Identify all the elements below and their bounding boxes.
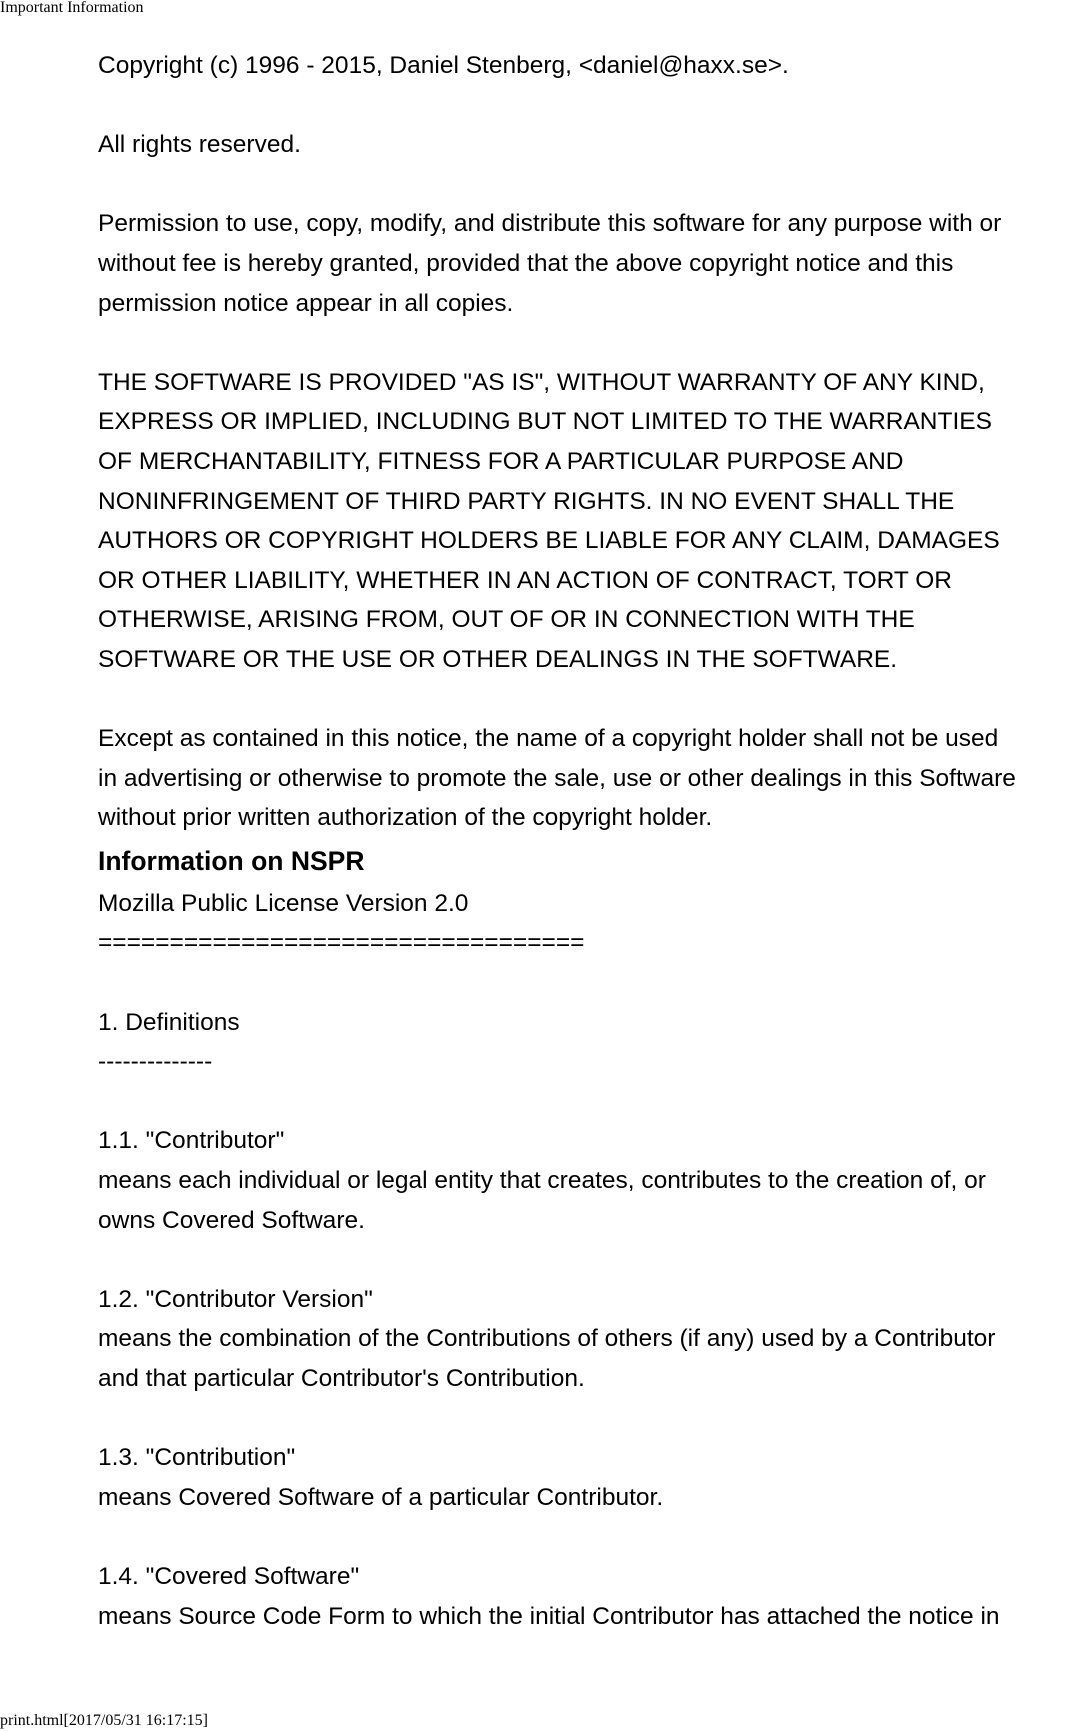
section-heading-nspr: Information on NSPR bbox=[98, 845, 365, 876]
print-header: Important Information bbox=[0, 0, 144, 16]
blank-line bbox=[98, 680, 1084, 720]
definitions-title: 1. Definitions bbox=[98, 1008, 240, 1036]
except-notice-line: without prior written authorization of the copyright holder. bbox=[98, 804, 713, 832]
definitions-title-underline: -------------- bbox=[98, 1048, 213, 1076]
print-footer: print.html[2017/05/31 16:17:15] bbox=[0, 1712, 208, 1729]
definition-text: means the combination of the Contributions of others (if any) used by a Contributor bbox=[98, 1325, 996, 1353]
blank-line bbox=[98, 1399, 1084, 1439]
disclaimer-line: SOFTWARE OR THE USE OR OTHER DEALINGS IN THE SOFTWARE. bbox=[98, 645, 898, 673]
definition-text: and that particular Contributor's Contribution. bbox=[98, 1365, 585, 1392]
license-title-underline: ================================== bbox=[98, 929, 585, 957]
definition-text: owns Covered Software. bbox=[98, 1206, 365, 1234]
definition-text: means Source Code Form to which the initial Contributor has attached the notice in bbox=[98, 1602, 1000, 1630]
definition-term: 1.2. "Contributor Version" bbox=[98, 1285, 373, 1313]
permission-line: Permission to use, copy, modify, and distribute this software for any purpose with or bbox=[98, 210, 1002, 238]
definition-text: means Covered Software of a particular Contributor. bbox=[98, 1483, 664, 1511]
disclaimer-line: THE SOFTWARE IS PROVIDED "AS IS", WITHOUT WARRANTY OF ANY KIND, bbox=[98, 368, 985, 396]
blank-line bbox=[98, 165, 1084, 205]
blank-line bbox=[98, 86, 1084, 126]
except-notice-line: in advertising or otherwise to promote the sale, use or other dealings in this Software bbox=[98, 764, 1016, 792]
blank-line bbox=[98, 1517, 1084, 1557]
license-title: Mozilla Public License Version 2.0 bbox=[98, 889, 469, 917]
disclaimer-line: OTHERWISE, ARISING FROM, OUT OF OR IN CONNECTION WITH THE bbox=[98, 606, 915, 634]
definition-text: means each individual or legal entity that creates, contributes to the creation of, or bbox=[98, 1167, 986, 1195]
rights-line: All rights reserved. bbox=[98, 131, 301, 159]
blank-line bbox=[98, 963, 1084, 1003]
definition-term: 1.4. "Covered Software" bbox=[98, 1562, 360, 1590]
copyright-line: Copyright (c) 1996 - 2015, Daniel Stenberg, <daniel@haxx.se>. bbox=[98, 52, 789, 79]
definition-term: 1.3. "Contribution" bbox=[98, 1444, 296, 1472]
disclaimer-line: OR OTHER LIABILITY, WHETHER IN AN ACTION OF CONTRACT, TORT OR bbox=[98, 566, 952, 594]
permission-line: without fee is hereby granted, provided that the above copyright notice and this bbox=[98, 249, 954, 277]
disclaimer-line: EXPRESS OR IMPLIED, INCLUDING BUT NOT LIMITED TO THE WARRANTIES bbox=[98, 408, 992, 436]
document-body bbox=[98, 46, 1084, 1636]
blank-line bbox=[98, 1240, 1084, 1280]
disclaimer-line: OF MERCHANTABILITY, FITNESS FOR A PARTICULAR PURPOSE AND bbox=[98, 447, 904, 475]
disclaimer-line: AUTHORS OR COPYRIGHT HOLDERS BE LIABLE FOR ANY CLAIM, DAMAGES bbox=[98, 527, 1000, 555]
except-notice-line: Except as contained in this notice, the name of a copyright holder shall not be used bbox=[98, 725, 999, 753]
blank-line bbox=[98, 323, 1084, 363]
disclaimer-line: NONINFRINGEMENT OF THIRD PARTY RIGHTS. IN NO EVENT SHALL THE bbox=[98, 487, 955, 515]
definition-term: 1.1. "Contributor" bbox=[98, 1127, 285, 1155]
blank-line bbox=[98, 1082, 1084, 1122]
permission-line: permission notice appear in all copies. bbox=[98, 289, 514, 317]
